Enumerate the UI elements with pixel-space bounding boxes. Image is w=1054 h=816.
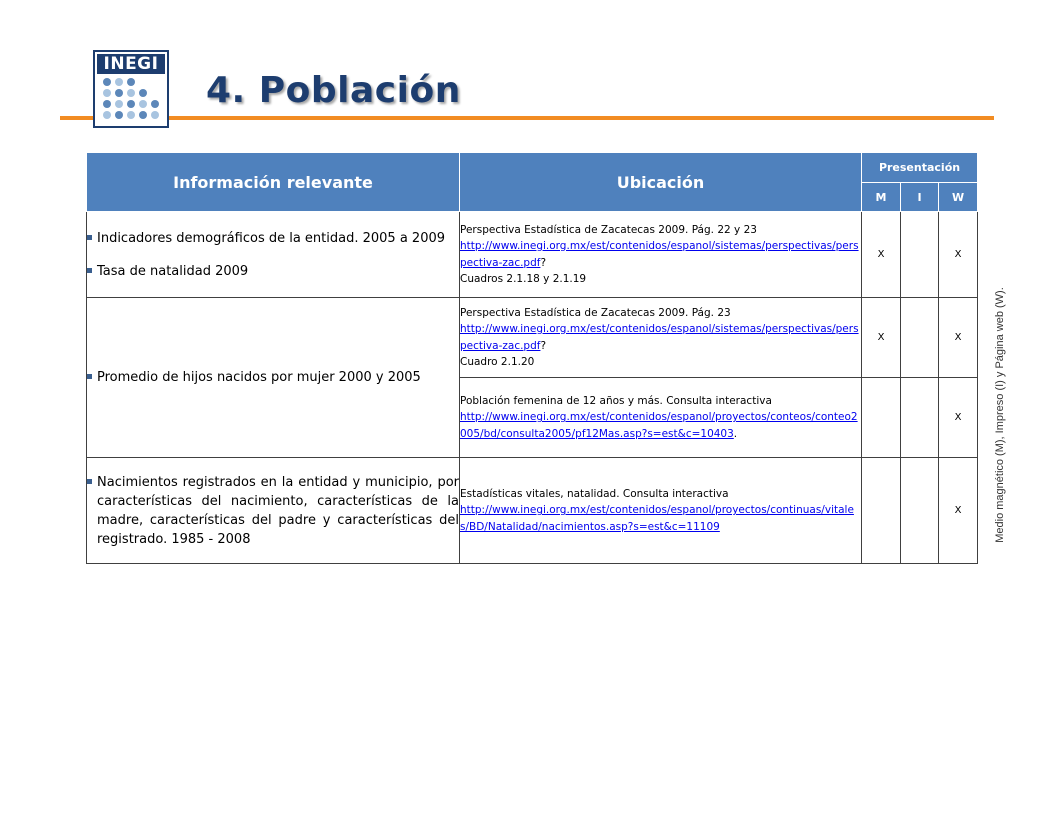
link-suffix: ? (540, 339, 547, 352)
info-cell (87, 212, 460, 298)
column-header-i: I (901, 183, 939, 212)
page-title: 4. Población (206, 70, 461, 111)
info-item: Promedio de hijos nacidos por mujer 2000 y 2005 (87, 368, 459, 387)
mark-m (862, 378, 901, 458)
mark-i (901, 378, 939, 458)
source-link[interactable]: http://www.inegi.org.mx/est/contenidos/espanol/sistemas/perspectivas/perspectiva-zac.pdf (460, 240, 859, 269)
ubicacion-cell (460, 458, 862, 564)
table-row (87, 212, 978, 298)
orange-divider (60, 116, 994, 120)
source-table-ref: Cuadros 2.1.18 y 2.1.19 (460, 273, 587, 285)
info-cell (87, 458, 460, 564)
source-link[interactable]: http://www.inegi.org.mx/est/contenidos/espanol/sistemas/perspectivas/perspectiva-zac.pdf (460, 323, 859, 352)
ubicacion-cell (460, 212, 862, 298)
column-header-ubicacion: Ubicación (460, 153, 862, 212)
table-row (87, 298, 978, 378)
mark-w: X (939, 378, 978, 458)
source-table-ref: Cuadro 2.1.20 (460, 356, 535, 368)
mark-m: X (862, 212, 901, 298)
population-info-table (86, 152, 978, 564)
link-suffix: ? (540, 256, 547, 269)
column-header-w: W (939, 183, 978, 212)
mark-i (901, 458, 939, 564)
mark-w: X (939, 212, 978, 298)
link-suffix: . (733, 427, 738, 440)
source-link[interactable]: http://www.inegi.org.mx/est/contenidos/espanol/proyectos/continuas/vitales/BD/Natalidad/nacimientos.asp?s=est&c=11109 (460, 504, 854, 533)
logo-dots (101, 78, 163, 122)
ubicacion-cell (460, 298, 862, 378)
table-row (87, 458, 978, 564)
column-header-presentacion: Presentación (862, 153, 978, 183)
source-title: Perspectiva Estadística de Zacatecas 2009. Pág. 22 y 23 (460, 223, 757, 236)
mark-i (901, 212, 939, 298)
logo-text: INEGI (97, 54, 165, 74)
source-link[interactable]: http://www.inegi.org.mx/est/contenidos/espanol/proyectos/conteos/conteo2005/bd/consulta2005/pf12Mas.asp?s=est&c=10403 (460, 411, 858, 440)
source-title: Perspectiva Estadística de Zacatecas 2009. Pág. 23 (460, 306, 731, 319)
mark-m (862, 458, 901, 564)
mark-w: X (939, 298, 978, 378)
inegi-logo (93, 50, 169, 128)
info-item: Tasa de natalidad 2009 (87, 262, 459, 281)
column-header-info: Información relevante (87, 153, 460, 212)
mark-i (901, 298, 939, 378)
presentation-legend: Medio magnético (M), Impreso (I) y Página web (W). (994, 287, 1006, 543)
info-cell (87, 298, 460, 458)
mark-m: X (862, 298, 901, 378)
ubicacion-cell (460, 378, 862, 458)
source-title: Población femenina de 12 años y más. Consulta interactiva (460, 394, 772, 407)
info-item: Indicadores demográficos de la entidad. 2005 a 2009 (87, 229, 459, 248)
source-title: Estadísticas vitales, natalidad. Consulta interactiva (460, 487, 729, 500)
info-item: Nacimientos registrados en la entidad y municipio, por características del nacimiento, características de la madre, características del padre y características del registrado. 1985 - 2008 (87, 473, 459, 549)
mark-w: X (939, 458, 978, 564)
column-header-m: M (862, 183, 901, 212)
